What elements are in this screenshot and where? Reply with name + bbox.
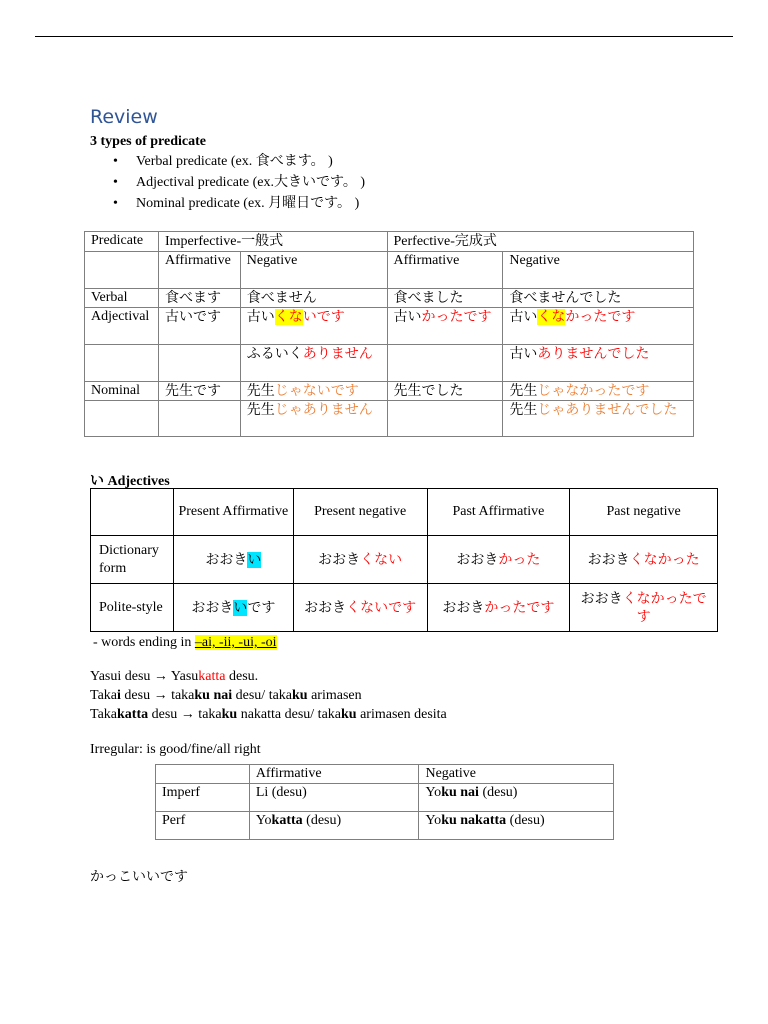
section-heading-i-adjectives: い Adjectives <box>90 473 170 489</box>
header-affirmative: Affirmative <box>387 252 503 289</box>
table-cell: 先生です <box>158 382 240 401</box>
table-cell <box>158 345 240 382</box>
header-present-negative: Present negative <box>293 489 427 536</box>
row-label-nominal: Nominal <box>85 382 159 401</box>
row-label-polite-style: Polite-style <box>91 584 174 632</box>
table-cell: 食べます <box>158 289 240 308</box>
irregular-table <box>155 764 614 840</box>
header-negative: Negative <box>240 252 387 289</box>
table-cell: 先生でした <box>387 382 503 401</box>
row-label-dictionary-form: Dictionary form <box>91 536 174 584</box>
footer-example: かっこいいです <box>90 869 188 885</box>
table-cell: 古いです <box>158 308 240 345</box>
row-label-imperf: Imperf <box>156 784 250 812</box>
table-cell <box>387 345 503 382</box>
header-negative: Negative <box>419 765 614 784</box>
header-past-negative: Past negative <box>570 489 718 536</box>
table-cell: おおきくない <box>293 536 427 584</box>
header-affirmative: Affirmative <box>158 252 240 289</box>
table-cell <box>85 345 159 382</box>
table-cell: おおきくなかった <box>570 536 718 584</box>
example-line-1: Yasui desu → Yasukatta desu. <box>90 669 259 684</box>
table-cell: Yoku nakatta (desu) <box>419 812 614 840</box>
table-cell: 古いくなかったです <box>503 308 694 345</box>
row-label-verbal: Verbal <box>85 289 159 308</box>
table-cell: 古いありませんでした <box>503 345 694 382</box>
predicate-list <box>90 152 365 215</box>
row-label-perf: Perf <box>156 812 250 840</box>
table-cell: おおきかったです <box>427 584 570 632</box>
table-cell: ふるいくありません <box>240 345 387 382</box>
table-cell <box>85 252 159 289</box>
header-negative: Negative <box>503 252 694 289</box>
header-present-affirmative: Present Affirmative <box>173 489 293 536</box>
example-line-2: Takai desu → takaku nai desu/ takaku arimasen <box>90 688 362 703</box>
header-perfective: Perfective-完成式 <box>387 232 694 252</box>
table-cell: 古いくないです <box>240 308 387 345</box>
table-cell: 先生じゃなかったです <box>503 382 694 401</box>
table-cell: 先生じゃありませんでした <box>503 401 694 437</box>
header-rule <box>35 36 733 37</box>
i-adjectives-table <box>90 488 718 632</box>
subtitle: 3 types of predicate <box>90 134 206 149</box>
header-past-affirmative: Past Affirmative <box>427 489 570 536</box>
table-cell: 先生じゃないです <box>240 382 387 401</box>
row-label-adjectival: Adjectival <box>85 308 159 345</box>
page-title: Review <box>90 106 158 128</box>
table-cell: Yoku nai (desu) <box>419 784 614 812</box>
table-cell <box>156 765 250 784</box>
irregular-note: Irregular: is good/fine/all right <box>90 742 261 757</box>
table-cell: おおきくないです <box>293 584 427 632</box>
list-item: • Verbal predicate (ex. 食べます。 ) <box>90 152 365 173</box>
predicate-table <box>84 231 694 437</box>
table-cell: おおきいです <box>173 584 293 632</box>
table-cell: Li (desu) <box>249 784 419 812</box>
header-imperfective: Imperfective-一般式 <box>158 232 387 252</box>
table-cell: 食べませんでした <box>503 289 694 308</box>
header-predicate: Predicate <box>85 232 159 252</box>
table-cell: おおきかった <box>427 536 570 584</box>
table-cell: 食べました <box>387 289 503 308</box>
list-item: • Nominal predicate (ex. 月曜日です。 ) <box>90 194 365 215</box>
table-cell <box>158 401 240 437</box>
table-cell: おおきくなかったです <box>570 584 718 632</box>
table-cell <box>85 401 159 437</box>
table-cell: 古いかったです <box>387 308 503 345</box>
list-item: • Adjectival predicate (ex.大きいです。 ) <box>90 173 365 194</box>
header-affirmative: Affirmative <box>249 765 419 784</box>
table-cell: Yokatta (desu) <box>249 812 419 840</box>
note-line: - words ending in –ai, -ii, -ui, -oi <box>93 635 277 650</box>
example-line-3: Takakatta desu → takaku nakatta desu/ takaku arimasen desita <box>90 707 447 722</box>
table-cell: 食べません <box>240 289 387 308</box>
table-cell <box>91 489 174 536</box>
table-cell: 先生じゃありません <box>240 401 387 437</box>
table-cell <box>387 401 503 437</box>
table-cell: おおきい <box>173 536 293 584</box>
